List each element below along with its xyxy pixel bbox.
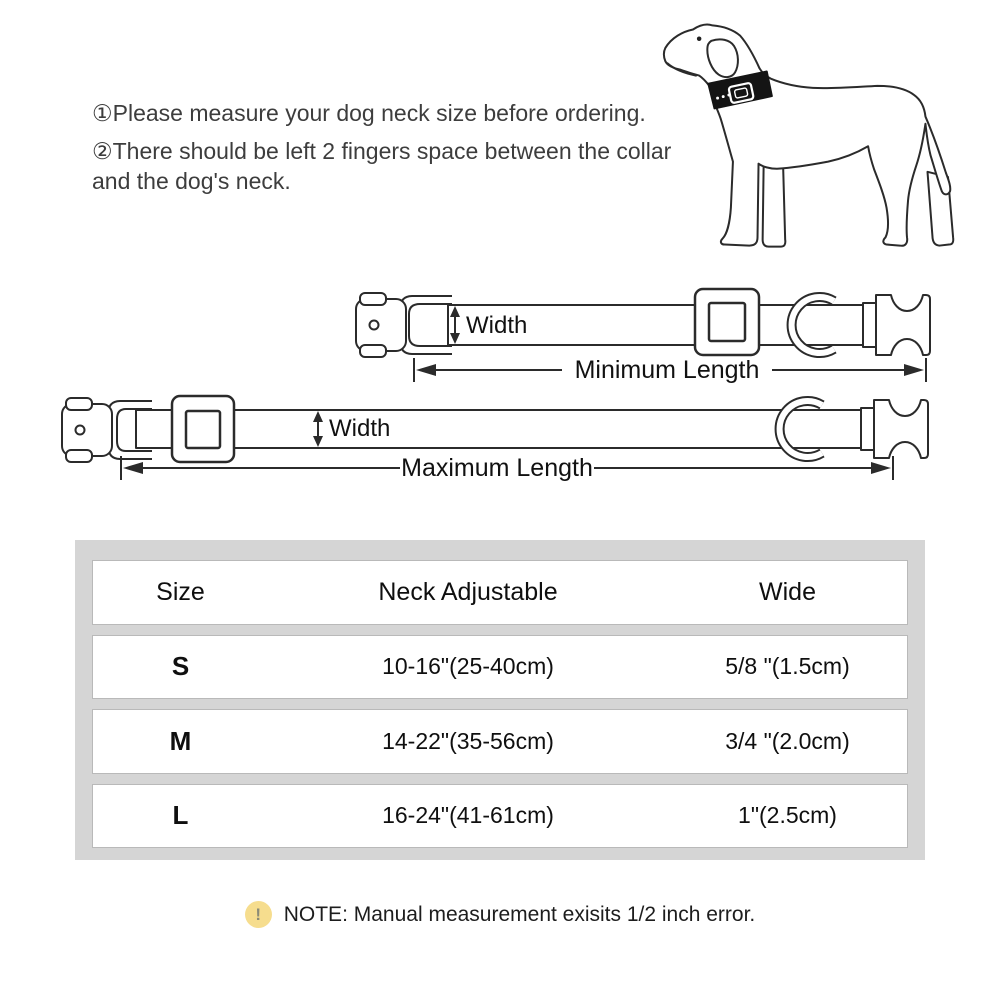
tri-glide-slider [172, 396, 234, 462]
cell-size: L [172, 800, 189, 831]
header-cell-wide: Wide [759, 577, 816, 606]
width-label-min: Width [466, 312, 528, 339]
cell-wide: 1"(2.5cm) [738, 802, 837, 829]
dog-eye [697, 36, 702, 41]
dog-far-front-leg [763, 164, 786, 247]
buckle-male [861, 400, 928, 458]
cell-wide: 3/4 "(2.0cm) [725, 727, 850, 754]
note [0, 901, 1000, 928]
table-header-row [92, 560, 908, 625]
header-cell-neck-adjustable: Neck Adjustable [378, 577, 558, 606]
size-table [75, 540, 925, 860]
buckle-female [62, 398, 112, 462]
cell-wide: 5/8 "(1.5cm) [725, 653, 850, 680]
tri-glide-slider [695, 289, 759, 355]
table-row-s [92, 635, 908, 700]
strap-bracket [400, 296, 452, 354]
table-row-m [92, 709, 908, 774]
table-row-l [92, 784, 908, 849]
width-label-max: Width [329, 415, 391, 442]
cell-size: M [169, 725, 192, 756]
note-text: NOTE: Manual measurement exisits 1/2 inch error. [283, 902, 756, 926]
instruction-line-2: ②There should be left 2 fingers space between the collar and the dog's neck. [92, 138, 672, 194]
header-cell-size: Size [156, 577, 205, 606]
cell-size: S [171, 651, 190, 682]
instructions [92, 98, 677, 196]
cell-neck: 16-24"(41-61cm) [382, 802, 554, 829]
max-length-label: Maximum Length [401, 454, 593, 482]
cell-neck: 14-22"(35-56cm) [382, 727, 554, 754]
dog-body-outline [664, 25, 950, 246]
buckle-female [356, 293, 406, 357]
collar-diagram-min [356, 289, 930, 357]
cell-neck: 10-16"(25-40cm) [382, 653, 554, 680]
instruction-line-1: ①Please measure your dog neck size before ordering. [92, 100, 646, 126]
collar-diagram-max [62, 396, 928, 462]
min-length-label: Minimum Length [574, 356, 760, 384]
collar-measurement-diagrams [0, 270, 1000, 500]
exclamation-icon: ! [245, 901, 272, 928]
buckle-male [863, 295, 930, 355]
dog-illustration [652, 8, 990, 264]
collar-strap [136, 410, 870, 448]
